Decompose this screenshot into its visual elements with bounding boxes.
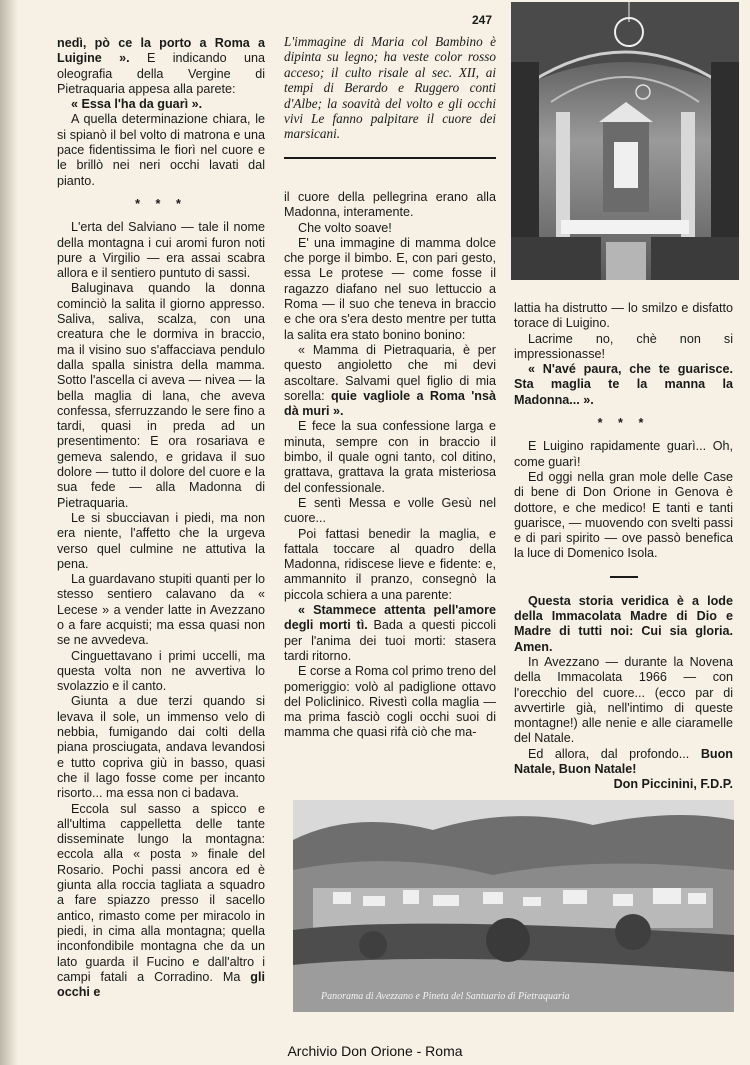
section-divider-stars-2: * * * <box>597 416 650 431</box>
col2-paragraph-4: « Mamma di Pietraquaria, è per questo angioletto che mi devi ascoltare. Salvami quel figlio di mia sorella: quie vagliole a Roma 'nsà dà muri ». <box>284 342 496 419</box>
col1-paragraph-4: L'erta del Salviano — tale il nome della montagna i cui aromi furon noti pure a Virgilio — era assai scabra allora e il sentiero puntuto di sassi. <box>57 220 265 281</box>
col1-paragraph-10: Eccola sul sasso a spicco e all'ultima cappelletta delle tante disseminate lungo la montagna: eccola alla « posta » finale del Rosario. Pochi passi ancora ed è giunta alla roccia tagliata a squadro a fare spiazzo presso il sacello antico, rimasto come per miracolo in piedi, in cima alla montagna; quella inconfondibile montagna che da un lato guarda il Fucino e dall'altro i campi fatali a Corradino. Ma gli occhi e <box>57 801 265 1000</box>
col3-closing-bold: Questa storia veridica è a lode della Immacolata Madre di Dio e Madre di tutti noi: Cui sia gloria. Amen. <box>514 593 733 654</box>
col3-paragraph-5: Ed oggi nella gran mole delle Case di bene di Don Orione in Genova è dottore, e che medico! E tanti e tanti guarisce, — muovendo con svelti passi e di pari spirito — ove passò benefica la luce di Domenico Isola. <box>514 469 733 561</box>
column-2 <box>284 190 496 741</box>
image-caption: L'immagine di Maria col Bambino è dipinta su legno; ha veste color rosso acceso; il culto risale al sec. XII, ai tempi di Berardo e Ruggero conti d'Albe; la soavità del volto e gli occhi vivi Le fanno palpitare il cuore dei marsicani. <box>284 34 496 142</box>
church-interior-illustration <box>511 2 739 280</box>
col3-paragraph-2: Lacrime no, chè non si impressionasse! <box>514 331 733 361</box>
col2-paragraph-6: E sentì Messa e volle Gesù nel cuore... <box>284 495 496 526</box>
panorama-illustration <box>293 800 734 1012</box>
author-signature: Don Piccinini, F.D.P. <box>613 777 733 792</box>
col1-paragraph-5: Baluginava quando la donna cominciò la salita il giorno appresso. Saliva, saliva, scalza, con una creatura che le dormiva in braccio, ma il visino suo s'affacciava pendulo dalla spalla sinistra della mamma. Sotto l'ascella ci aveva — nivea — la bella maglia di lana, che aveva confessa, sferruzzando le sere fino a tardi, quasi in preda ad un presentimento: E ora rosariava e gemeva salendo, e gridava il suo dolore — tutto il dolore del cuore e la sua fede — alla Madonna di Pietraquaria. <box>57 281 265 510</box>
col2-paragraph-7: Poi fattasi benedir la maglia, e fattala toccare al quadro della Madonna, ridiscese lieve e fidente: e, ammannito il pranzo, consegnò la piccola schiera a una parente: <box>284 526 496 602</box>
col3-paragraph-4: E Luigino rapidamente guarì... Oh, come guarì! <box>514 439 733 469</box>
column-1 <box>57 36 265 1000</box>
col1-paragraph-9: Giunta a due terzi quando si levava il sole, un immenso velo di nebbia, fumigando dai colti della piana prosciugata, andava levandosi e tutto copriva giù in basso, quasi che il lago fosse come per incanto risorto... ma essa non ci badava. <box>57 694 265 801</box>
church-interior-photo <box>511 2 739 280</box>
panorama-photo <box>293 800 734 1012</box>
page-number: 247 <box>472 13 493 27</box>
col1-paragraph-3: A quella determinazione chiara, le si spianò il bel volto di matrona e una pace fidentissima le fiorì nel cuore e le brillò nei neri occhi lavati dal pianto. <box>57 112 265 188</box>
col2-paragraph-8: « Stammece attenta pell'amore degli morti tì. Bada a questi piccoli per l'anima dei tuoi morti: stasera tardi ritorno. <box>284 603 496 663</box>
col1-paragraph-1: nedì, pò ce la porto a Roma a Luigine ». E indicando una oleografia della Vergine di Pietraquaria appesa alla parete: <box>57 36 265 96</box>
col2-paragraph-2: Che volto soave! <box>298 220 392 235</box>
col1-paragraph-7: La guardavano stupiti quanti per lo stesso sentiero calavano da « Lecese » a vender latte in Avezzano o a fare acquisti; ma essa quasi non se ne avvedeva. <box>57 572 265 648</box>
col3-paragraph-1: lattia ha distrutto — lo smilzo e disfatto torace di Luigino. <box>514 301 733 331</box>
col2-paragraph-1: il cuore della pellegrina erano alla Madonna, interamente. <box>284 190 496 220</box>
caption-rule <box>284 157 496 159</box>
col3-paragraph-8: Ed allora, dal profondo... Buon Natale, Buon Natale! <box>514 746 733 777</box>
section-divider-stars: * * * <box>135 196 187 211</box>
archive-footer: Archivio Don Orione - Roma <box>287 1043 463 1059</box>
col3-paragraph-7: In Avezzano — durante la Novena della Immacolata 1966 — con l'orecchio del cuore... (ecco par di avvertirle già, nell'intimo di queste montagne!) alle nenie e alle ciaramelle del Natale. <box>514 654 733 746</box>
col3-quote: « N'avé paura, che te guarisce. Sta maglia te la manna la Madonna... ». <box>514 362 733 407</box>
page-binding-shadow <box>0 0 18 1065</box>
short-divider-rule <box>610 576 638 578</box>
column-3 <box>514 301 733 793</box>
col1-paragraph-8: Cinguettavano i primi uccelli, ma questa volta non ne avvertiva lo svolazzio e il canto. <box>57 648 265 694</box>
col1-paragraph-6: Le si sbucciavan i piedi, ma non era niente, l'affetto che la urgeva verso quel culmine ne attutiva la pena. <box>57 510 265 571</box>
panorama-caption: Panorama di Avezzano e Pineta del Santuario di Pietraquaria <box>321 991 570 1002</box>
col2-paragraph-3: E' una immagine di mamma dolce che porge il bimbo. E, con pari gesto, essa Le protese — come fosse il ragazzo diafano nel suo lettuccio a Roma — il suo che teneva in braccio e che ora s'era desto mentre per tutta la salita era stato bonino bonino: <box>284 235 496 342</box>
col1-quote: « Essa l'ha da guarì ». <box>71 97 203 112</box>
col2-paragraph-9: E corse a Roma col primo treno del pomeriggio: volò al padiglione ottavo del Policlinico. Rivestì colla maglia — ma prima fasciò cogli occhi suoi di mamma che quasi rifà ciò che ma- <box>284 664 496 740</box>
col2-paragraph-5: E fece la sua confessione larga e minuta, sempre con in braccio il bimbo, il quale ogni tanto, col ditino, grattava, grattava la grata misteriosa del confessionale. <box>284 419 496 495</box>
